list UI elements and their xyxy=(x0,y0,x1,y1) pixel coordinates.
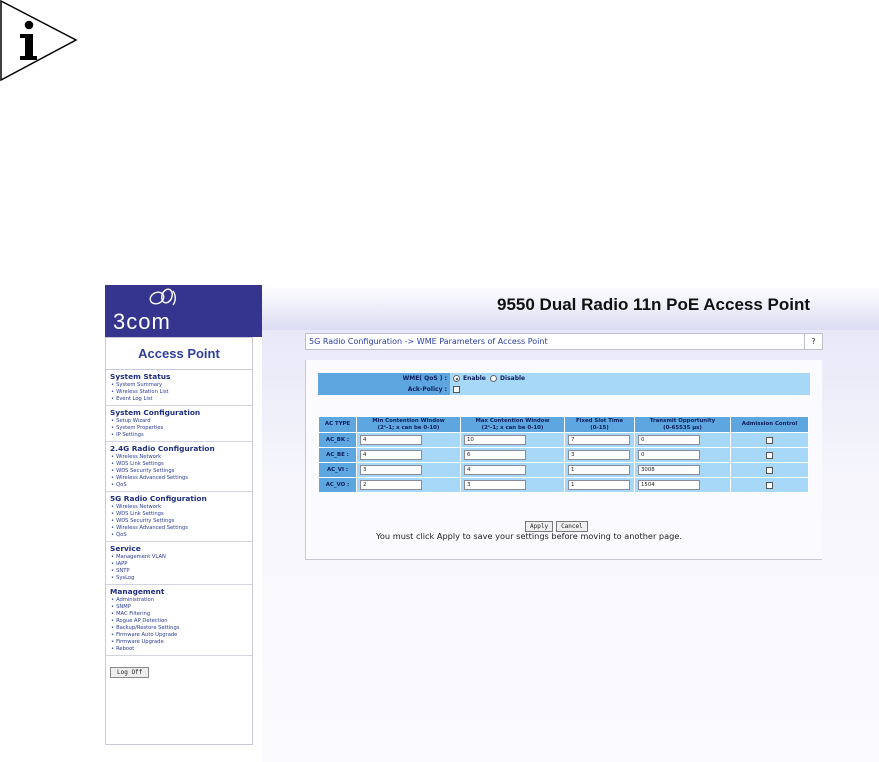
sidebar-item-label: System Properties xyxy=(116,425,164,431)
slot-time-input[interactable]: 7 xyxy=(568,435,630,445)
sidebar-item-label: Administration xyxy=(116,597,155,603)
sidebar-item-label: QoS xyxy=(116,482,127,488)
bullet-icon: • xyxy=(111,482,115,488)
admission-cell xyxy=(731,478,809,493)
max-cw-input[interactable]: 3 xyxy=(464,480,526,490)
bullet-icon: • xyxy=(111,632,115,638)
sidebar-item[interactable] xyxy=(110,396,252,403)
sidebar-item[interactable] xyxy=(110,504,252,511)
sidebar-item[interactable] xyxy=(110,575,252,582)
sidebar-item-label: Setup Wizard xyxy=(116,418,151,424)
sidebar-item[interactable] xyxy=(110,461,252,468)
bullet-icon: • xyxy=(111,575,115,581)
bullet-icon: • xyxy=(111,611,115,617)
sidebar-item-label: Firmware Upgrade xyxy=(116,639,164,645)
ac-type-label: AC_VO : xyxy=(319,478,357,493)
txop-input[interactable]: 3008 xyxy=(638,465,700,475)
apply-button[interactable]: Apply xyxy=(525,521,553,532)
action-buttons xyxy=(525,513,591,532)
admission-header: Admission Control xyxy=(731,417,809,433)
sidebar-menu xyxy=(106,370,252,656)
sidebar-item-label: Backup/Restore Settings xyxy=(116,625,180,631)
access-point-screenshot xyxy=(105,285,879,762)
ac-cell xyxy=(635,478,731,493)
sidebar-item-label: SysLog xyxy=(116,575,135,581)
ac-cell xyxy=(461,433,565,448)
sidebar-item-label: Event Log List xyxy=(116,396,153,402)
wme-enable-label: Enable xyxy=(463,375,486,382)
sidebar-item[interactable] xyxy=(110,382,252,389)
help-button[interactable]: ? xyxy=(804,334,822,349)
apply-notice: You must click Apply to save your settings before moving to another page. xyxy=(376,531,682,541)
wme-disable-label: Disable xyxy=(500,375,526,382)
bullet-icon: • xyxy=(111,396,115,402)
sidebar-section xyxy=(106,492,252,542)
ac-row xyxy=(319,433,809,448)
sidebar-item-label: Wireless Network xyxy=(116,504,162,510)
sidebar-section xyxy=(106,406,252,442)
info-icon xyxy=(0,0,78,82)
bullet-icon: • xyxy=(111,504,115,510)
sidebar-item-label: Firmware Auto Upgrade xyxy=(116,632,178,638)
txop-input[interactable]: 1504 xyxy=(638,480,700,490)
txop-input[interactable]: 0 xyxy=(638,435,700,445)
ack-policy-cell xyxy=(450,384,810,395)
bullet-icon: • xyxy=(111,554,115,560)
sidebar-item-label: MAC Filtering xyxy=(116,611,151,617)
txop-range: (0-65535 µs) xyxy=(663,424,702,431)
ac-cell xyxy=(461,478,565,493)
bullet-icon: • xyxy=(111,511,115,517)
min-cw-range: (2ˣ-1; x can be 0-10) xyxy=(377,424,440,431)
min-cw-input[interactable]: 4 xyxy=(360,435,422,445)
ac-type-label: AC_BE : xyxy=(319,448,357,463)
wme-disable-radio[interactable] xyxy=(490,375,497,382)
ac-table-body xyxy=(319,433,809,493)
sidebar-item[interactable] xyxy=(110,611,252,618)
wme-qos-options xyxy=(450,373,810,384)
bullet-icon: • xyxy=(111,568,115,574)
sidebar-item-label: WDS Link Settings xyxy=(116,511,164,517)
sidebar-item-label: QoS xyxy=(116,532,127,538)
sidebar-item[interactable] xyxy=(110,646,252,653)
sidebar-item[interactable] xyxy=(110,389,252,396)
slot-time-title: Fixed Slot Time xyxy=(575,418,624,424)
txop-header xyxy=(635,417,731,433)
sidebar-section xyxy=(106,442,252,492)
sidebar-item[interactable] xyxy=(110,425,252,432)
sidebar-section-heading: Service xyxy=(110,544,141,553)
sidebar-section xyxy=(106,542,252,585)
sidebar-item-label: WDS Security Settings xyxy=(116,518,175,524)
sidebar-item[interactable] xyxy=(110,604,252,611)
breadcrumb xyxy=(305,333,823,350)
ack-policy-checkbox[interactable] xyxy=(453,386,460,393)
sidebar-item-label: Wireless Network xyxy=(116,454,162,460)
wme-qos-label: WME( QoS ) : xyxy=(318,373,450,384)
admission-cell xyxy=(731,448,809,463)
min-cw-input[interactable]: 4 xyxy=(360,450,422,460)
sidebar-item[interactable] xyxy=(110,525,252,532)
bullet-icon: • xyxy=(111,475,115,481)
ac-cell xyxy=(357,448,461,463)
sidebar-item-label: IP Settings xyxy=(116,432,144,438)
wme-enable-radio[interactable] xyxy=(453,375,460,382)
bullet-icon: • xyxy=(111,461,115,467)
bullet-icon: • xyxy=(111,454,115,460)
ac-cell xyxy=(565,448,635,463)
bullet-icon: • xyxy=(111,382,115,388)
sidebar-item-label: System Summary xyxy=(116,382,163,388)
slot-time-input[interactable]: 1 xyxy=(568,480,630,490)
ack-policy-row xyxy=(318,384,810,395)
max-cw-input[interactable]: 10 xyxy=(464,435,526,445)
ac-cell xyxy=(357,478,461,493)
sidebar-item[interactable] xyxy=(110,561,252,568)
sidebar-section-heading: System Configuration xyxy=(110,408,201,417)
ac-cell xyxy=(565,463,635,478)
slot-time-range: (0-15) xyxy=(590,424,609,431)
brand-logo xyxy=(105,285,262,337)
wme-qos-row xyxy=(318,373,810,384)
sidebar-item-label: WDS Security Settings xyxy=(116,468,175,474)
sidebar-item[interactable] xyxy=(110,518,252,525)
bullet-icon: • xyxy=(111,646,115,652)
bullet-icon: • xyxy=(111,597,115,603)
ac-cell xyxy=(565,478,635,493)
sidebar-item-label: SNMP xyxy=(116,604,131,610)
slot-time-input[interactable]: 3 xyxy=(568,450,630,460)
log-off-button[interactable]: Log Off xyxy=(110,667,149,678)
sidebar-section xyxy=(106,370,252,406)
sidebar-section-heading: Management xyxy=(110,587,165,596)
sidebar-item[interactable] xyxy=(110,532,252,539)
sidebar-section-heading: 2.4G Radio Configuration xyxy=(110,444,215,453)
bullet-icon: • xyxy=(111,425,115,431)
sidebar-item-label: Management VLAN xyxy=(116,554,166,560)
wme-settings-table xyxy=(318,373,810,395)
ac-cell xyxy=(635,433,731,448)
min-cw-title: Min Contention Window xyxy=(372,418,445,424)
bullet-icon: • xyxy=(111,532,115,538)
sidebar-title: Access Point xyxy=(106,338,252,370)
sidebar-item-label: Reboot xyxy=(116,646,135,652)
device-title: 9550 Dual Radio 11n PoE Access Point xyxy=(497,295,811,314)
sidebar-item[interactable] xyxy=(110,639,252,646)
sidebar-item[interactable] xyxy=(110,554,252,561)
bullet-icon: • xyxy=(111,468,115,474)
bullet-icon: • xyxy=(111,625,115,631)
logo-text: 3com xyxy=(113,309,171,334)
ac-parameters-table xyxy=(318,416,809,493)
ac-row xyxy=(319,448,809,463)
max-cw-title: Max Contention Window xyxy=(475,418,550,424)
bullet-icon: • xyxy=(111,604,115,610)
sidebar-section-heading: System Status xyxy=(110,372,171,381)
sidebar-item[interactable] xyxy=(110,468,252,475)
logoff-wrap xyxy=(106,656,252,681)
ac-cell xyxy=(461,448,565,463)
ac-type-label: AC_BK : xyxy=(319,433,357,448)
bullet-icon: • xyxy=(111,432,115,438)
ac-cell xyxy=(635,463,731,478)
sidebar-item-label: WDS Link Settings xyxy=(116,461,164,467)
sidebar-item[interactable] xyxy=(110,475,252,482)
sidebar-item[interactable] xyxy=(110,454,252,461)
ac-type-label: AC_VI : xyxy=(319,463,357,478)
sidebar-item[interactable] xyxy=(110,432,252,439)
min-cw-input[interactable]: 2 xyxy=(360,480,422,490)
sidebar-item[interactable] xyxy=(110,632,252,639)
sidebar-item-label: IAPP xyxy=(116,561,128,567)
sidebar-item-label: SNTP xyxy=(116,568,130,574)
ac-row xyxy=(319,463,809,478)
ac-cell xyxy=(565,433,635,448)
sidebar-section-heading: 5G Radio Configuration xyxy=(110,494,207,503)
sidebar-item-label: Wireless Advanced Settings xyxy=(116,475,188,481)
max-cw-range: (2ˣ-1; x can be 0-10) xyxy=(481,424,544,431)
sidebar-item[interactable] xyxy=(110,597,252,604)
admission-control-checkbox[interactable] xyxy=(766,467,773,474)
bullet-icon: • xyxy=(111,525,115,531)
ac-type-header: AC TYPE xyxy=(319,417,357,433)
admission-control-checkbox[interactable] xyxy=(766,452,773,459)
sidebar-item-label: Rogue AP Detection xyxy=(116,618,168,624)
sidebar-item[interactable] xyxy=(110,511,252,518)
admission-control-checkbox[interactable] xyxy=(766,437,773,444)
ac-cell xyxy=(635,448,731,463)
ac-cell xyxy=(461,463,565,478)
slot-time-header xyxy=(565,417,635,433)
sidebar-item-label: Wireless Advanced Settings xyxy=(116,525,188,531)
max-cw-input[interactable]: 4 xyxy=(464,465,526,475)
txop-input[interactable]: 0 xyxy=(638,450,700,460)
slot-time-input[interactable]: 1 xyxy=(568,465,630,475)
max-cw-header xyxy=(461,417,565,433)
txop-title: Transmit Opportunity xyxy=(649,418,716,424)
admission-control-checkbox[interactable] xyxy=(766,482,773,489)
breadcrumb-text: 5G Radio Configuration -> WME Parameters of Access Point xyxy=(309,337,548,346)
ac-header-row xyxy=(319,417,809,433)
max-cw-input[interactable]: 6 xyxy=(464,450,526,460)
sidebar-section xyxy=(106,585,252,656)
bullet-icon: • xyxy=(111,518,115,524)
bullet-icon: • xyxy=(111,418,115,424)
sidebar-item[interactable] xyxy=(110,482,252,489)
admission-cell xyxy=(731,463,809,478)
sidebar-item-label: Wireless Station List xyxy=(116,389,169,395)
logo-swirl-icon xyxy=(143,287,183,307)
ac-cell xyxy=(357,433,461,448)
ack-policy-label: Ack-Policy : xyxy=(318,384,450,395)
bullet-icon: • xyxy=(111,639,115,645)
sidebar xyxy=(105,337,253,745)
ac-row xyxy=(319,478,809,493)
sidebar-item[interactable] xyxy=(110,618,252,625)
cancel-button[interactable]: Cancel xyxy=(556,521,588,532)
bullet-icon: • xyxy=(111,561,115,567)
bullet-icon: • xyxy=(111,389,115,395)
sidebar-item[interactable] xyxy=(110,625,252,632)
admission-cell xyxy=(731,433,809,448)
min-cw-input[interactable]: 3 xyxy=(360,465,422,475)
sidebar-item[interactable] xyxy=(110,568,252,575)
sidebar-item[interactable] xyxy=(110,418,252,425)
wme-panel xyxy=(305,360,822,560)
header-band xyxy=(262,285,879,330)
ac-cell xyxy=(357,463,461,478)
bullet-icon: • xyxy=(111,618,115,624)
min-cw-header xyxy=(357,417,461,433)
